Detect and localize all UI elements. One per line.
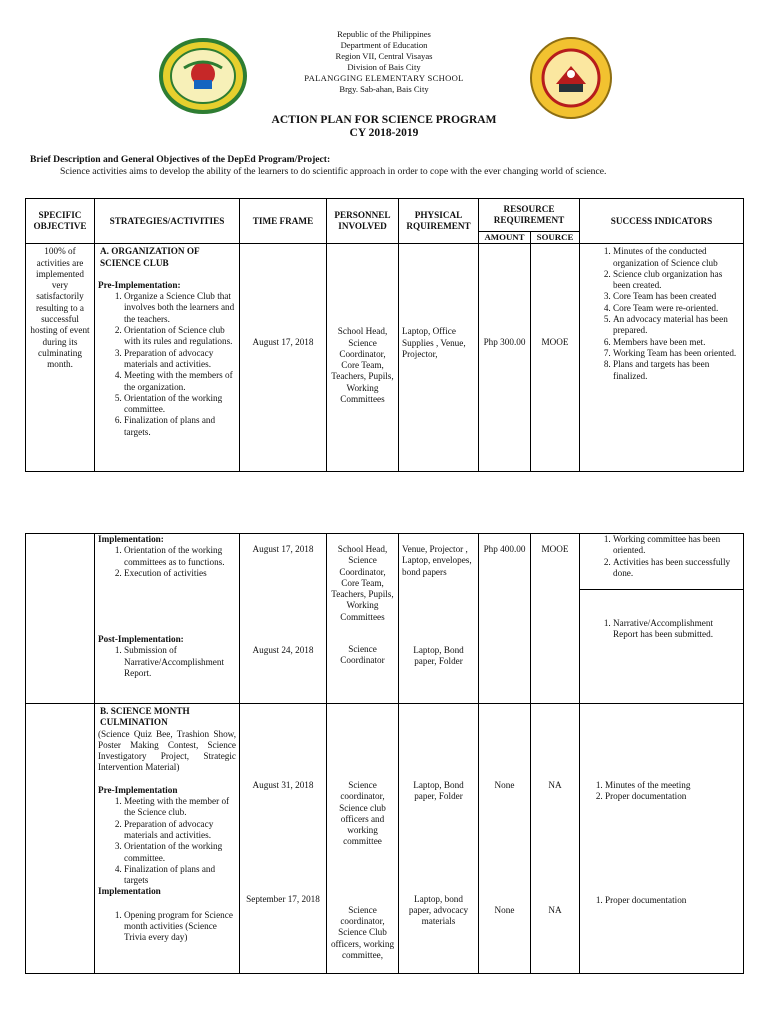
pre-b-indicators [583, 780, 740, 803]
document-title: ACTION PLAN FOR SCIENCE PROGRAM [271, 114, 497, 126]
indicators-cell-3 [580, 704, 744, 974]
source-cell: MOOE [531, 244, 580, 472]
col-success: SUCCESS INDICATORS [580, 199, 744, 244]
school-name: PALANGGING ELEMENTARY SCHOOL [304, 73, 464, 83]
pre-implementation-b-label: Pre-Implementation [98, 784, 178, 795]
document-year: CY 2018-2019 [349, 127, 419, 139]
amount-cell-2: Php 400.00 [479, 534, 531, 704]
indicator-item: 1. Narrative/Accomplishment Report has been submitted. [613, 618, 740, 641]
indicator-item: 2. Proper documentation [605, 791, 740, 802]
col-specific-objective: SPECIFIC OBJECTIVE [26, 199, 95, 244]
indicator-item: 5. An advocacy material has been prepared. [613, 314, 740, 337]
source-cell-3 [531, 704, 580, 974]
objective-cell-3 [26, 704, 95, 974]
science-month-cell [95, 704, 240, 974]
objective-cell: 100% of activities are implemented very satisfactorily resulting to a successful hosting of event during its culminating month. [26, 244, 95, 472]
implementation-b-list [98, 910, 236, 944]
post-timeframe: August 24, 2018 [252, 645, 314, 656]
post-indicators-list [583, 618, 740, 641]
indicator-item: 1. Proper documentation [605, 895, 740, 906]
impl-b-indicators [583, 895, 740, 906]
activity-item: 4. Meeting with the members of the organization. [124, 370, 236, 393]
indicator-item: 6. Members have been met. [613, 337, 740, 348]
indicator-item: 3. Core Team has been created [613, 291, 740, 302]
division-line: Division of Bais City [347, 62, 421, 72]
post-implementation-list [98, 645, 236, 679]
implementation-b-label: Implementation [98, 886, 161, 897]
pre-b-physical: Laptop, Bond paper, Folder [413, 780, 464, 802]
physical-cell: Laptop, Office Supplies , Venue, Projector, [399, 244, 479, 472]
pre-implementation-b-list [98, 796, 236, 886]
physical-cell-3 [399, 704, 479, 974]
pre-b-source: NA [548, 780, 562, 790]
personnel-cell-2 [327, 534, 399, 704]
timeframe-cell: August 17, 2018 [240, 244, 327, 472]
activity-item: 1. Organize a Science Club that involves both the learners and the teachers. [124, 291, 236, 325]
action-plan-table-2 [25, 533, 744, 974]
col-resource: RESOURCE REQUIREMENT [479, 199, 580, 232]
personnel-cell: School Head, Science Coordinator, Core Team, Teachers, Pupils, Working Committees [327, 244, 399, 472]
strategies-cell [95, 244, 240, 472]
personnel-cell-3 [327, 704, 399, 974]
timeframe-cell-2 [240, 534, 327, 704]
brief-heading: Brief Description and General Objectives of the DepEd Program/Project: [30, 154, 331, 165]
action-plan-table-1 [25, 198, 744, 472]
activity-item: 1. Submission of Narrative/Accomplishment Report. [124, 645, 236, 679]
amount-cell-3 [479, 704, 531, 974]
implementation-indicators [583, 534, 740, 579]
activity-item: 2. Execution of activities [124, 568, 236, 579]
indicator-item: 1. Working committee has been oriented. [613, 534, 740, 557]
indicator-item: 2. Activities has been successfully done. [613, 557, 740, 580]
implementation-personnel: School Head, Science Coordinator, Core Team, Teachers, Pupils, Working Committees [331, 544, 394, 622]
activity-item: 1. Opening program for Science month activities (Science Trivia every day) [124, 910, 236, 944]
pre-implementation-list [98, 291, 236, 438]
post-personnel: Science Coordinator [340, 644, 385, 666]
indicator-item: 1. Minutes of the conducted organization of Science club [613, 246, 740, 269]
pre-b-amount: None [494, 780, 515, 790]
physical-cell-2 [399, 534, 479, 704]
col-personnel: PERSONNEL INVOLVED [327, 199, 399, 244]
col-time-frame: TIME FRAME [240, 199, 327, 244]
impl-b-physical: Laptop, bond paper, advocacy materials [408, 893, 469, 927]
implementation-cell [95, 534, 240, 704]
activity-item: 4. Finalization of plans and targets [124, 864, 236, 887]
indicators-cell [580, 244, 744, 472]
activity-item: 2. Orientation of Science club with its rules and regulations. [124, 325, 236, 348]
col-amount: AMOUNT [479, 232, 531, 244]
col-source: SOURCE [531, 232, 580, 244]
department-line: Department of Education [340, 40, 428, 50]
section-a-title: A. ORGANIZATION OF SCIENCE CLUB [100, 246, 200, 268]
republic-line: Republic of the Philippines [337, 29, 431, 39]
post-indicators-cell [580, 590, 744, 704]
indicator-item: 7. Working Team has been oriented. [613, 348, 740, 359]
region-line: Region VII, Central Visayas [335, 51, 433, 61]
brief-text: Science activities aims to develop the ability of the learners to do scientific approach in order to cope with the ever changing world of science. [60, 166, 607, 177]
indicator-item: 1. Minutes of the meeting [605, 780, 740, 791]
activity-item: 6. Finalization of plans and targets. [124, 415, 236, 438]
amount-cell: Php 300.00 [479, 244, 531, 472]
section-b-description: (Science Quiz Bee, Trashion Show, Poster Making Contest, Science Investigatory Project, Strategic Intervention Material) [98, 728, 236, 773]
implementation-physical: Venue, Projector , Laptop, envelopes, bond papers [402, 544, 472, 577]
indicator-item: 4. Core Team were re-oriented. [613, 303, 740, 314]
indicator-item: 2. Science club organization has been created. [613, 269, 740, 292]
indicators-list [583, 246, 740, 382]
impl-b-personnel: Science coordinator, Science Club officers, working committee, [330, 904, 395, 960]
indicators-cell-2 [580, 534, 744, 590]
pre-b-timeframe: August 31, 2018 [252, 780, 314, 790]
activity-item: 5. Orientation of the working committee. [124, 393, 236, 416]
post-physical: Laptop, Bond paper, Folder [413, 644, 464, 667]
indicator-item: 8. Plans and targets has been finalized. [613, 359, 740, 382]
activity-item: 3. Orientation of the working committee. [124, 841, 236, 864]
activity-item: 1. Orientation of the working committees as to functions. [124, 545, 236, 568]
school-address: Brgy. Sab-ahan, Bais City [339, 84, 429, 94]
implementation-label: Implementation: [98, 534, 164, 544]
impl-b-source: NA [548, 905, 562, 916]
post-implementation-label: Post-Implementation: [98, 634, 184, 645]
impl-b-timeframe: September 17, 2018 [246, 894, 320, 905]
implementation-timeframe: August 17, 2018 [252, 544, 314, 554]
pre-implementation-label: Pre-Implementation: [98, 279, 181, 290]
timeframe-cell-3 [240, 704, 327, 974]
implementation-list [98, 545, 236, 579]
col-physical: PHYSICAL RQUIREMENT [399, 199, 479, 244]
section-b-title: B. SCIENCE MONTH CULMINATION [100, 706, 190, 728]
activity-item: 1. Meeting with the member of the Science club. [124, 796, 236, 819]
pre-b-personnel: Science coordinator, Science club officers and working committee [339, 780, 386, 847]
impl-b-amount: None [494, 905, 515, 916]
objective-cell-2 [26, 534, 95, 704]
activity-item: 3. Preparation of advocacy materials and activities. [124, 348, 236, 371]
col-strategies: STRATEGIES/ACTIVITIES [95, 199, 240, 244]
source-cell-2: MOOE [531, 534, 580, 704]
activity-item: 2. Preparation of advocacy materials and activities. [124, 819, 236, 842]
